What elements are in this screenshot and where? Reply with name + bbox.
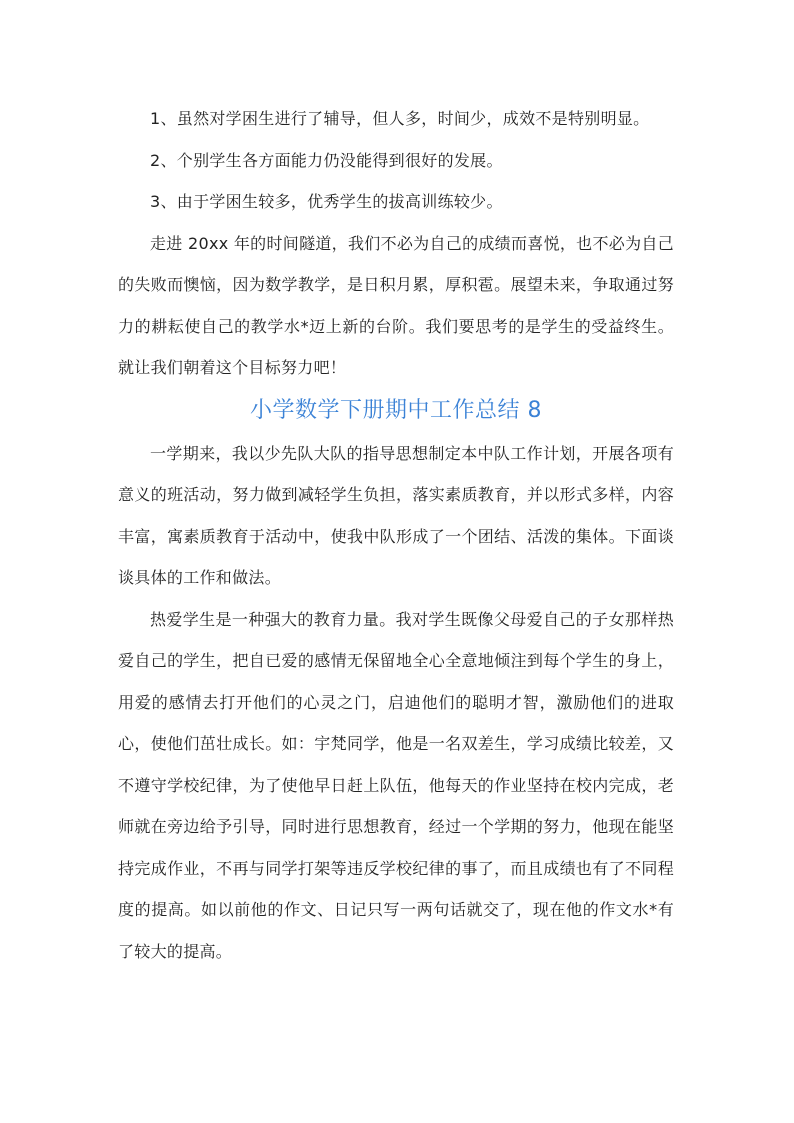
list-item-2: 2、个别学生各方面能力仍没能得到很好的发展。 [150, 150, 503, 170]
document-body [118, 98, 674, 972]
section-paragraph-1: 一学期来，我以少先队大队的指导思想制定本中队工作计划，开展各项有意义的班活动，努力做到减轻学生负担，落实素质教育，并以形式多样，内容丰富，寓素质教育于活动中，使我中队形成了一个团结、活泼的集体。下面谈谈具体的工作和做法。 [118, 443, 674, 587]
list-item-1: 1、虽然对学困生进行了辅导，但人多，时间少，成效不是特别明显。 [150, 109, 650, 128]
list-item-3: 3、由于学困生较多，优秀学生的拔高训练较少。 [150, 192, 503, 211]
section-title: 小学数学下册期中工作总结 8 [250, 397, 542, 423]
closing-paragraph: 走进 20xx 年的时间隧道，我们不必为自己的成绩而喜悦，也不必为自己的失败而懊恼，因为数学教学，是日积月累，厚积雹。展望未来，争取通过努力的耕耘使自己的教学水*迈上新的台阶。我们要思考的是学生的受益终生。就让我们朝着这个目标努力吧！ [118, 233, 674, 377]
section-paragraph-2: 热爱学生是一种强大的教育力量。我对学生既像父母爱自己的子女那样热爱自己的学生，把自已爱的感情无保留地全心全意地倾注到每个学生的身上，用爱的感情去打开他们的心灵之门，启迪他们的聪明才智，激励他们的进取心，使他们茁壮成长。如：宇梵同学，他是一名双差生，学习成绩比较差，又不遵守学校纪律，为了使他早日赶上队伍，他每天的作业坚持在校内完成，老师就在旁边给予引导，同时进行思想教育，经过一个学期的努力，他现在能坚持完成作业，不再与同学打架等违反学校纪律的事了，而且成绩也有了不同程度的提高。如以前他的作文、日记只写一两句话就交了，现在他的作文水*有了较大的提高。 [118, 609, 674, 961]
